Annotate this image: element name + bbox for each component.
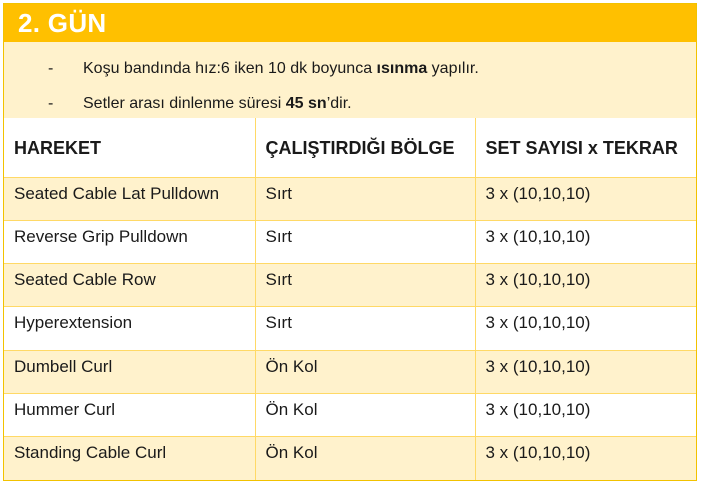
table-row (4, 307, 696, 350)
cell-muscle-group: Ön Kol (255, 437, 475, 480)
cell-sets-reps: 3 x (10,10,10) (475, 307, 696, 350)
cell-exercise: Standing Cable Curl (14, 443, 167, 463)
bullet-dash: - (48, 95, 54, 112)
cell-muscle-group: Sırt (255, 264, 475, 307)
cell-muscle-group: Ön Kol (255, 393, 475, 436)
cell-sets-reps: 3 x (10,10,10) (475, 437, 696, 480)
note-text: Setler arası dinlenme süresi 45 sn’dir. (83, 95, 352, 112)
cell-exercise: Seated Cable Row (14, 270, 156, 290)
day-header (4, 4, 696, 42)
day-title: 2. GÜN (18, 8, 107, 38)
cell-sets-reps: 3 x (10,10,10) (475, 350, 696, 393)
header-exercise: HAREKET (14, 138, 102, 158)
bullet-dash: - (48, 60, 54, 77)
cell-muscle-group: Sırt (255, 307, 475, 350)
table-row (4, 220, 696, 263)
table-header-row (4, 118, 696, 177)
exercise-table (4, 118, 696, 480)
cell-sets-reps: 3 x (10,10,10) (475, 264, 696, 307)
table-row (4, 177, 696, 220)
cell-exercise: Reverse Grip Pulldown (14, 226, 188, 246)
cell-muscle-group: Sırt (255, 177, 475, 220)
cell-exercise: Hummer Curl (14, 399, 116, 419)
header-muscle-group: ÇALIŞTIRDIĞI BÖLGE (255, 118, 475, 177)
table-row (4, 264, 696, 307)
table-row (4, 393, 696, 436)
cell-sets-reps: 3 x (10,10,10) (475, 177, 696, 220)
notes-section (4, 42, 696, 118)
cell-muscle-group: Ön Kol (255, 350, 475, 393)
cell-sets-reps: 3 x (10,10,10) (475, 220, 696, 263)
header-sets-reps: SET SAYISI x TEKRAR (475, 118, 696, 177)
cell-muscle-group: Sırt (255, 220, 475, 263)
note-text: Koşu bandında hız:6 iken 10 dk boyunca ısınma yapılır. (83, 60, 479, 77)
table-row (4, 350, 696, 393)
cell-sets-reps: 3 x (10,10,10) (475, 393, 696, 436)
cell-exercise: Dumbell Curl (14, 356, 113, 376)
table-row (4, 437, 696, 480)
cell-exercise: Hyperextension (14, 313, 133, 333)
cell-exercise: Seated Cable Lat Pulldown (14, 183, 220, 203)
